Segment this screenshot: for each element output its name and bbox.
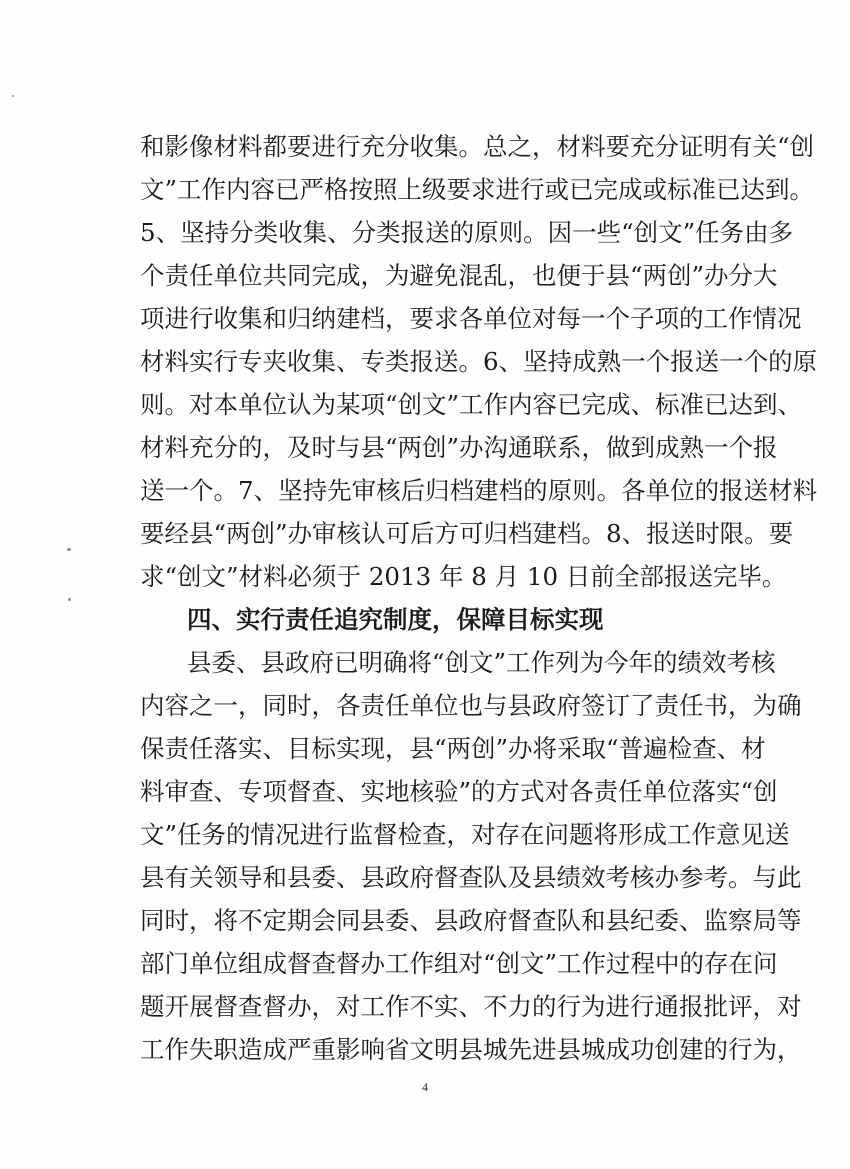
scan-speck [12, 95, 14, 97]
text-line-7: 则。对本单位认为某项“创文”工作内容已完成、标准已达到、 [140, 390, 803, 419]
paragraph-line-3: 保责任落实、目标实现，县“两创”办将采取“普遍检查、材 [140, 734, 766, 763]
paragraph-line-1: 县委、县政府已明确将“创文”工作列为今年的绩效考核 [187, 648, 776, 677]
paragraph-line-2: 内容之一，同时，各责任单位也与县政府签订了责任书，为确 [140, 691, 802, 720]
text-line-6: 材料实行专夹收集、专类报送。6、坚持成熟一个报送一个的原 [140, 347, 818, 376]
scan-speck [67, 548, 71, 551]
text-line-5: 项进行收集和归纳建档，要求各单位对每一个子项的工作情况 [140, 304, 802, 333]
text-line-8: 材料充分的，及时与县“两创”办沟通联系，做到成熟一个报 [140, 433, 778, 462]
page-number: 4 [422, 1080, 428, 1094]
paragraph-line-8: 部门单位组成督查督办工作组对“创文”工作过程中的存在问 [140, 949, 778, 978]
paragraph-line-6: 县有关领导和县委、县政府督查队及县绩效考核办参考。与此 [140, 863, 802, 892]
text-line-11: 求“创文”材料必须于 2013 年 8 月 10 日前全部报送完毕。 [140, 562, 787, 591]
text-line-2: 文”工作内容已严格按照上级要求进行或已完成或标准已达到。 [140, 175, 815, 204]
text-line-3: 5、坚持分类收集、分类报送的原则。因一些“创文”任务由多 [140, 218, 794, 247]
paragraph-line-7: 同时，将不定期会同县委、县政府督查队和县纪委、监察局等 [140, 906, 802, 935]
text-line-1: 和影像材料都要进行充分收集。总之，材料要充分证明有关“创 [140, 132, 815, 161]
paragraph-line-4: 料审查、专项督查、实地核验”的方式对各责任单位落实“创 [140, 777, 778, 806]
paragraph-line-9: 题开展督查督办，对工作不实、不力的行为进行通报批评，对 [140, 992, 802, 1021]
text-line-10: 要经县“两创”办审核认可后方可归档建档。8、报送时限。要 [140, 519, 794, 548]
paragraph-line-5: 文”任务的情况进行监督检查，对存在问题将形成工作意见送 [140, 820, 790, 849]
paragraph-line-10: 工作失职造成严重影响省文明县城先进县城成功创建的行为， [140, 1035, 802, 1064]
section-heading: 四、实行责任追究制度，保障目标实现 [187, 605, 604, 634]
text-line-9: 送一个。7、坚持先审核后归档建档的原则。各单位的报送材料 [140, 476, 818, 505]
text-line-4: 个责任单位共同完成，为避免混乱，也便于县“两创”办分大 [140, 261, 778, 290]
scan-speck [68, 598, 71, 601]
